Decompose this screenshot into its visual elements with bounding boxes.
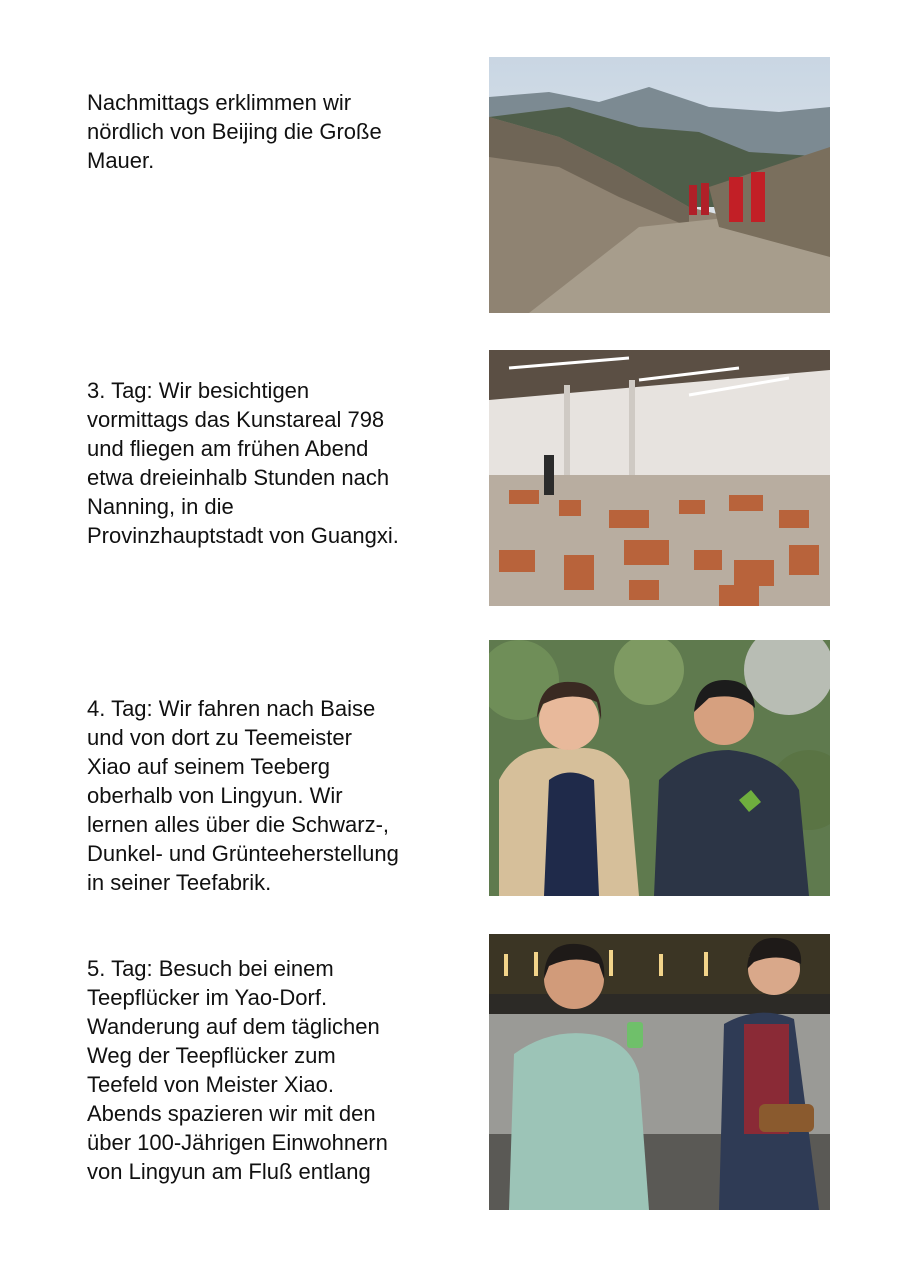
section-2-text: 3. Tag: Wir besichtigen vormittags das Kunstareal 798 und fliegen am frühen Abend etwa dreieinhalb Stunden nach Nanning, in die Provinzhauptstadt von Guangxi.	[87, 378, 399, 548]
tea-master-photo	[489, 640, 830, 896]
great-wall-photo	[489, 57, 830, 313]
section-1-text: Nachmittags erklimmen wir nördlich von Beijing die Große Mauer.	[87, 90, 382, 173]
villagers-photo	[489, 934, 830, 1210]
section-4-text: 5. Tag: Besuch bei einem Teepflücker im Yao-Dorf. Wanderung auf dem täglichen Weg der Teepflücker zum Teefeld von Meister Xiao. Abends spazieren wir mit den über 100-Jährigen Einwohnern von Lingyun am Fluß entlang	[87, 956, 388, 1184]
section-3-text: 4. Tag: Wir fahren nach Baise und von dort zu Teemeister Xiao auf seinem Teeberg oberhalb von Lingyun. Wir lernen alles über die Schwarz-, Dunkel- und Grünteeherstellung in seiner Teefabrik.	[87, 696, 399, 895]
art-gallery-photo	[489, 350, 830, 606]
